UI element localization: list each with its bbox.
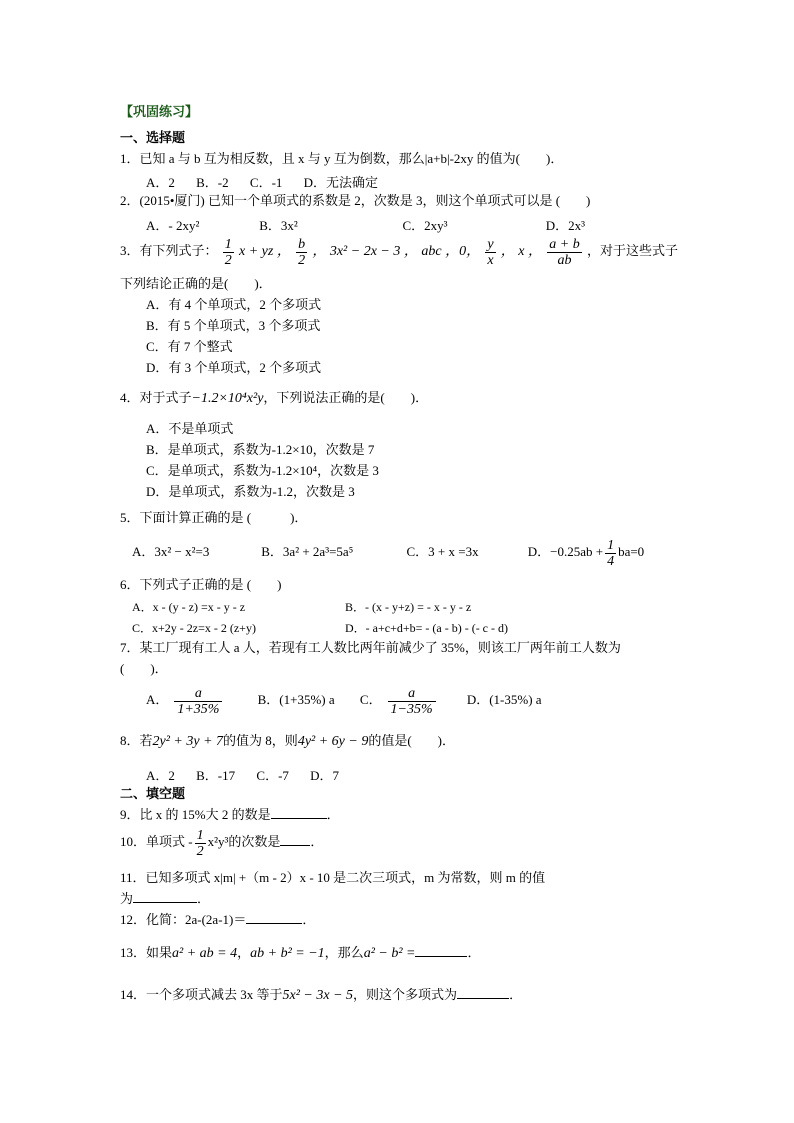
q2-option-b: B．3x² xyxy=(259,218,298,233)
q1-option-b: B．-2 xyxy=(196,175,229,190)
q3-term-1: x + yz ， xyxy=(239,244,291,259)
q4-option-d: D．是单项式，系数为-1.2，次数是 3 xyxy=(146,484,355,499)
q1-option-a: A．2 xyxy=(146,175,175,190)
q5-option-d-tail: ba=0 xyxy=(618,544,645,559)
q3-term-2: ， 3x² − 2x − 3 ， abc ，0， xyxy=(312,244,481,259)
q7-option-c: C． xyxy=(359,692,382,707)
q3-prefix: 3．有下列式子： xyxy=(120,243,218,258)
q2-option-d: D．2x³ xyxy=(545,218,586,233)
q4-option-c: C．是单项式，系数为-1.2×10⁴，次数是 3 xyxy=(146,463,379,478)
q4-option-b: B．是单项式，系数为-1.2×10，次数是 7 xyxy=(146,442,375,457)
q4-prefix: 4．对于式子 xyxy=(120,390,192,405)
q1-option-c: C．-1 xyxy=(249,175,283,190)
section-header: 【巩固练习】 xyxy=(120,104,199,119)
q1-options xyxy=(146,172,378,191)
question-11-line2: 为 ． xyxy=(120,891,211,906)
q12-text: 12．化简：2a-(2a-1)＝ xyxy=(120,912,247,927)
question-13: 13．如果a² + ab = 4，ab + b² = −1，那么a² − b² = ． xyxy=(120,945,481,961)
question-6: 6．下列式子正确的是 ( ) xyxy=(120,577,282,592)
q7-option-b: B．(1+35%) a xyxy=(257,692,335,707)
q7-fraction-c: $\frac{a}{1-35\%}$ xyxy=(388,686,436,717)
q8-prefix: 8．若 xyxy=(120,733,153,748)
q12-blank[interactable] xyxy=(246,911,302,924)
q14-suffix: ，则这个多项式为 xyxy=(353,987,458,1002)
q3-option-c: C．有 7 个整式 xyxy=(146,339,233,354)
q10-blank[interactable] xyxy=(280,833,310,846)
q2-options xyxy=(146,215,585,234)
q7-option-d: D．(1-35%) a xyxy=(466,692,542,707)
q7-option-a: A． xyxy=(146,692,169,707)
q8-option-d: D．7 xyxy=(310,768,340,783)
q14-prefix: 14．一个多项式减去 3x 等于 xyxy=(120,987,283,1002)
q8-option-a: A．2 xyxy=(146,768,175,783)
q8-mid: 的值为 8，则 xyxy=(223,733,298,748)
question-5: 5．下面计算正确的是 ( )． xyxy=(120,510,308,525)
q4-expression: −1.2×10⁴x²y xyxy=(191,391,264,406)
q3-fraction-yx: $\frac{y}{x}$ xyxy=(487,236,494,268)
q6-options-row1 xyxy=(132,598,471,615)
q7-options xyxy=(146,683,542,717)
question-1: 1．已知 a 与 b 互为相反数，且 x 与 y 互为倒数，那么|a+b|-2xy 的值为( )． xyxy=(120,151,564,166)
question-2: 2．(2015•厦门) 已知一个单项式的系数是 2，次数是 3，则这个单项式可以是 ( ) xyxy=(120,193,591,208)
q5-option-d: D．−0.25ab + xyxy=(527,544,604,559)
q5-option-c: C．3 + x =3x xyxy=(406,544,479,559)
q3-suffix: ，对于这些式子 xyxy=(586,243,678,258)
q11-blank[interactable] xyxy=(133,890,197,903)
q5-fraction-quarter: $\frac{1}{4}$ xyxy=(607,537,615,569)
q14-blank[interactable] xyxy=(457,986,509,999)
q8-expression-2: 4y² + 6y − 9 xyxy=(297,734,369,749)
q10-expression: x²y³ xyxy=(207,834,229,849)
question-10: 10．单项式 - $\frac{1}{2}$ x²y³的次数是 ． xyxy=(120,827,324,859)
q5-option-b: B．3a² + 2a³=5a⁵ xyxy=(261,544,354,559)
q8-expression-1: 2y² + 3y + 7 xyxy=(152,734,224,749)
q14-expression: 5x² − 3x − 5 xyxy=(282,988,354,1003)
q8-suffix: 的值是( )． xyxy=(368,733,456,748)
q10-fraction-half: $\frac{1}{2}$ xyxy=(196,827,204,859)
q13-expression-1: a² + ab = 4 xyxy=(172,946,238,961)
question-3 xyxy=(120,234,678,269)
q6-option-d: D．- a+c+d+b= - (a - b) - (- c - d) xyxy=(345,621,509,635)
q3-option-a: A．有 4 个单项式，2 个多项式 xyxy=(146,297,322,312)
question-3-line2: 下列结论正确的是( )． xyxy=(120,276,272,291)
q8-option-c: C．-7 xyxy=(256,768,289,783)
question-8 xyxy=(120,733,455,750)
question-14: 14．一个多项式减去 3x 等于5x² − 3x − 5，则这个多项式为 ． xyxy=(120,987,523,1003)
question-7: 7．某工厂现有工人 a 人，若现有工人数比两年前减少了 35%，则该工厂两年前工人数为 xyxy=(120,640,621,655)
q3-fraction-b2: $\frac{b}{2}$ xyxy=(298,236,306,268)
q9-blank[interactable] xyxy=(271,806,327,819)
question-12: 12．化简：2a-(2a-1)＝ ． xyxy=(120,912,316,927)
q6-options-row2 xyxy=(132,619,508,636)
q2-option-c: C．2xy³ xyxy=(402,218,448,233)
q4-option-a: A．不是单项式 xyxy=(146,421,234,436)
q4-suffix: ，下列说法正确的是( )． xyxy=(263,390,429,405)
q13-expression-3: a² − b² = xyxy=(363,946,416,961)
q11-prefix: 为 xyxy=(120,891,134,906)
q6-option-b: B．- (x - y+z) = - x - y - z xyxy=(345,600,472,614)
question-4 xyxy=(120,390,428,407)
q3-option-b: B．有 5 个单项式，3 个多项式 xyxy=(146,318,321,333)
q10-suffix: 的次数是 xyxy=(228,834,281,849)
q8-option-b: B．-17 xyxy=(196,768,236,783)
q13-separator: ， xyxy=(237,945,251,960)
q13-mid: ，那么 xyxy=(324,945,364,960)
q3-option-d: D．有 3 个单项式，2 个多项式 xyxy=(146,360,322,375)
question-7-line2: ( )． xyxy=(120,661,168,676)
q6-option-c: C．x+2y - 2z=x - 2 (z+y) xyxy=(132,621,256,635)
question-9: 9．比 x 的 15%大 2 的数是 ． xyxy=(120,807,340,822)
q3-fraction-half: $\frac{1}{2}$ xyxy=(224,236,232,268)
q1-option-d: D．无法确定 xyxy=(303,175,379,190)
section-title-fill: 二、填空题 xyxy=(120,786,186,801)
q9-text: 9．比 x 的 15%大 2 的数是 xyxy=(120,807,271,822)
q7-fraction-a: $\frac{a}{1+35\%}$ xyxy=(174,686,222,717)
q13-blank[interactable] xyxy=(415,944,467,957)
section-title-choice: 一、选择题 xyxy=(120,130,186,145)
q6-option-a: A．x - (y - z) =x - y - z xyxy=(132,600,246,614)
q2-option-a: A．- 2xy² xyxy=(146,218,200,233)
q8-options xyxy=(146,765,339,784)
q5-option-a: A．3x² − x²=3 xyxy=(132,544,210,559)
q3-term-3: ， x ， xyxy=(500,244,543,259)
q3-fraction-ab: $\frac{a + b}{ab}$ xyxy=(549,236,580,268)
q13-expression-2: ab + b² = −1 xyxy=(250,946,325,961)
question-11: 11．已知多项式 x|m| +（m - 2）x - 10 是二次三项式，m 为常数，则 m 的值 xyxy=(120,870,546,885)
q5-options xyxy=(132,535,644,569)
q10-prefix: 10．单项式 - xyxy=(120,834,193,849)
q13-prefix: 13．如果 xyxy=(120,945,173,960)
